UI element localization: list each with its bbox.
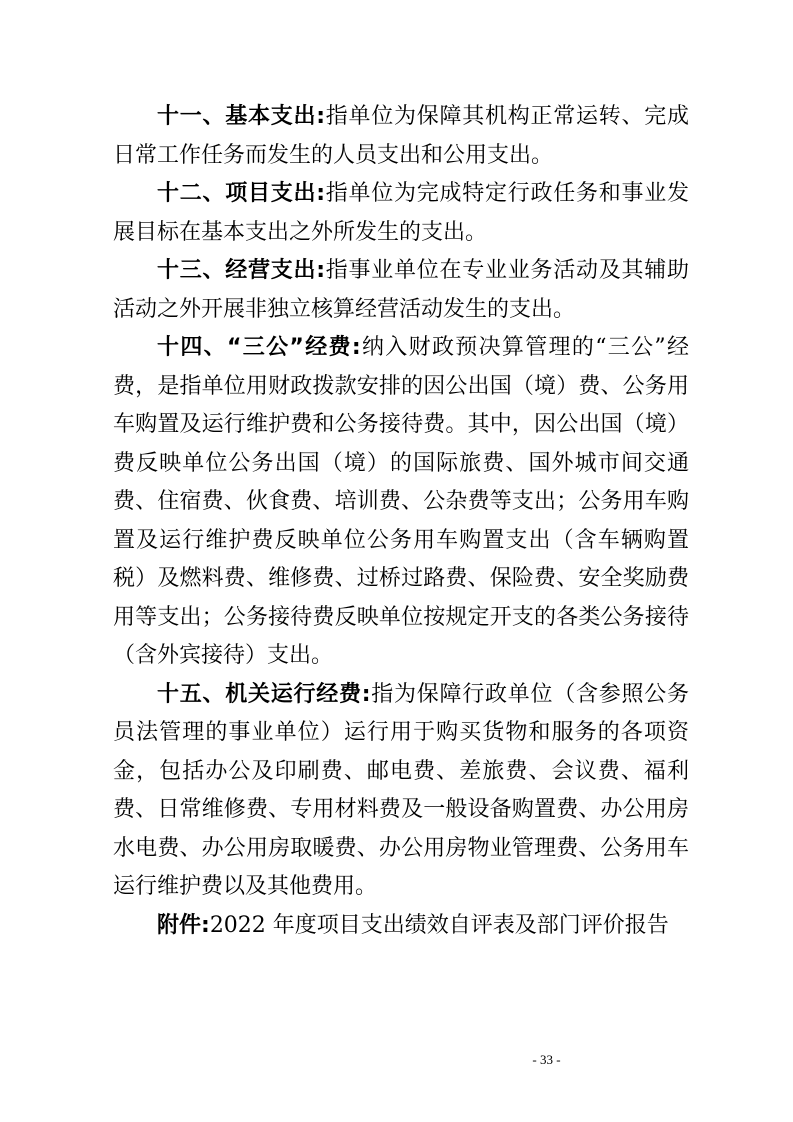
page-number: - 33 - — [532, 1052, 561, 1067]
attachment-line — [113, 907, 689, 946]
definition-project-expenditure — [113, 175, 689, 252]
term-definition: 指事业单位在专业业务活动及其辅助活动之外开展非独立核算经营活动发生的支出。 — [113, 258, 689, 322]
term-label: 十五、机关运行经费: — [157, 681, 371, 707]
definition-agency-operating-funds — [113, 676, 689, 907]
term-definition: 指单位为完成特定行政任务和事业发展目标在基本支出之外所发生的支出。 — [113, 181, 689, 245]
definition-basic-expenditure — [113, 98, 689, 175]
term-label: 十一、基本支出: — [157, 104, 326, 129]
attachment-label: 附件: — [157, 912, 210, 938]
document-body — [113, 98, 689, 945]
term-definition: 纳入财政预决算管理的“三公”经费，是指单位用财政拨款安排的因公出国（境）费、公务用车购置及运行维护费和公务接待费。其中，因公出国（境）费反映单位公务出国（境）的国际旅费、国外城市间交通费、住宿费、伙食费、培训费、公杂费等支出；公务用车购置及运行维护费反映单位公务用车购置支出（含车辆购置税）及燃料费、维修费、过桥过路费、保险费、安全奖励费用等支出；公务接待费反映单位按规定开支的各类公务接待（含外宾接待）支出。 — [113, 335, 689, 668]
definition-operating-expenditure — [113, 252, 689, 329]
term-definition: 指单位为保障其机构正常运转、完成日常工作任务而发生的人员支出和公用支出。 — [113, 104, 689, 168]
term-label: 十二、项目支出: — [157, 181, 326, 206]
term-label: 十三、经营支出: — [157, 258, 326, 283]
term-label: 十四、“三公”经费: — [157, 335, 361, 360]
attachment-title: 2022 年度项目支出绩效自评表及部门评价报告 — [209, 912, 669, 938]
definition-three-public-expenses — [113, 329, 689, 676]
term-definition: 指为保障行政单位（含参照公务员法管理的事业单位）运行用于购买货物和服务的各项资金，包括办公及印刷费、邮电费、差旅费、会议费、福利费、日常维修费、专用材料费及一般设备购置费、办公用房水电费、办公用房取暖费、办公用房物业管理费、公务用车运行维护费以及其他费用。 — [113, 681, 689, 899]
